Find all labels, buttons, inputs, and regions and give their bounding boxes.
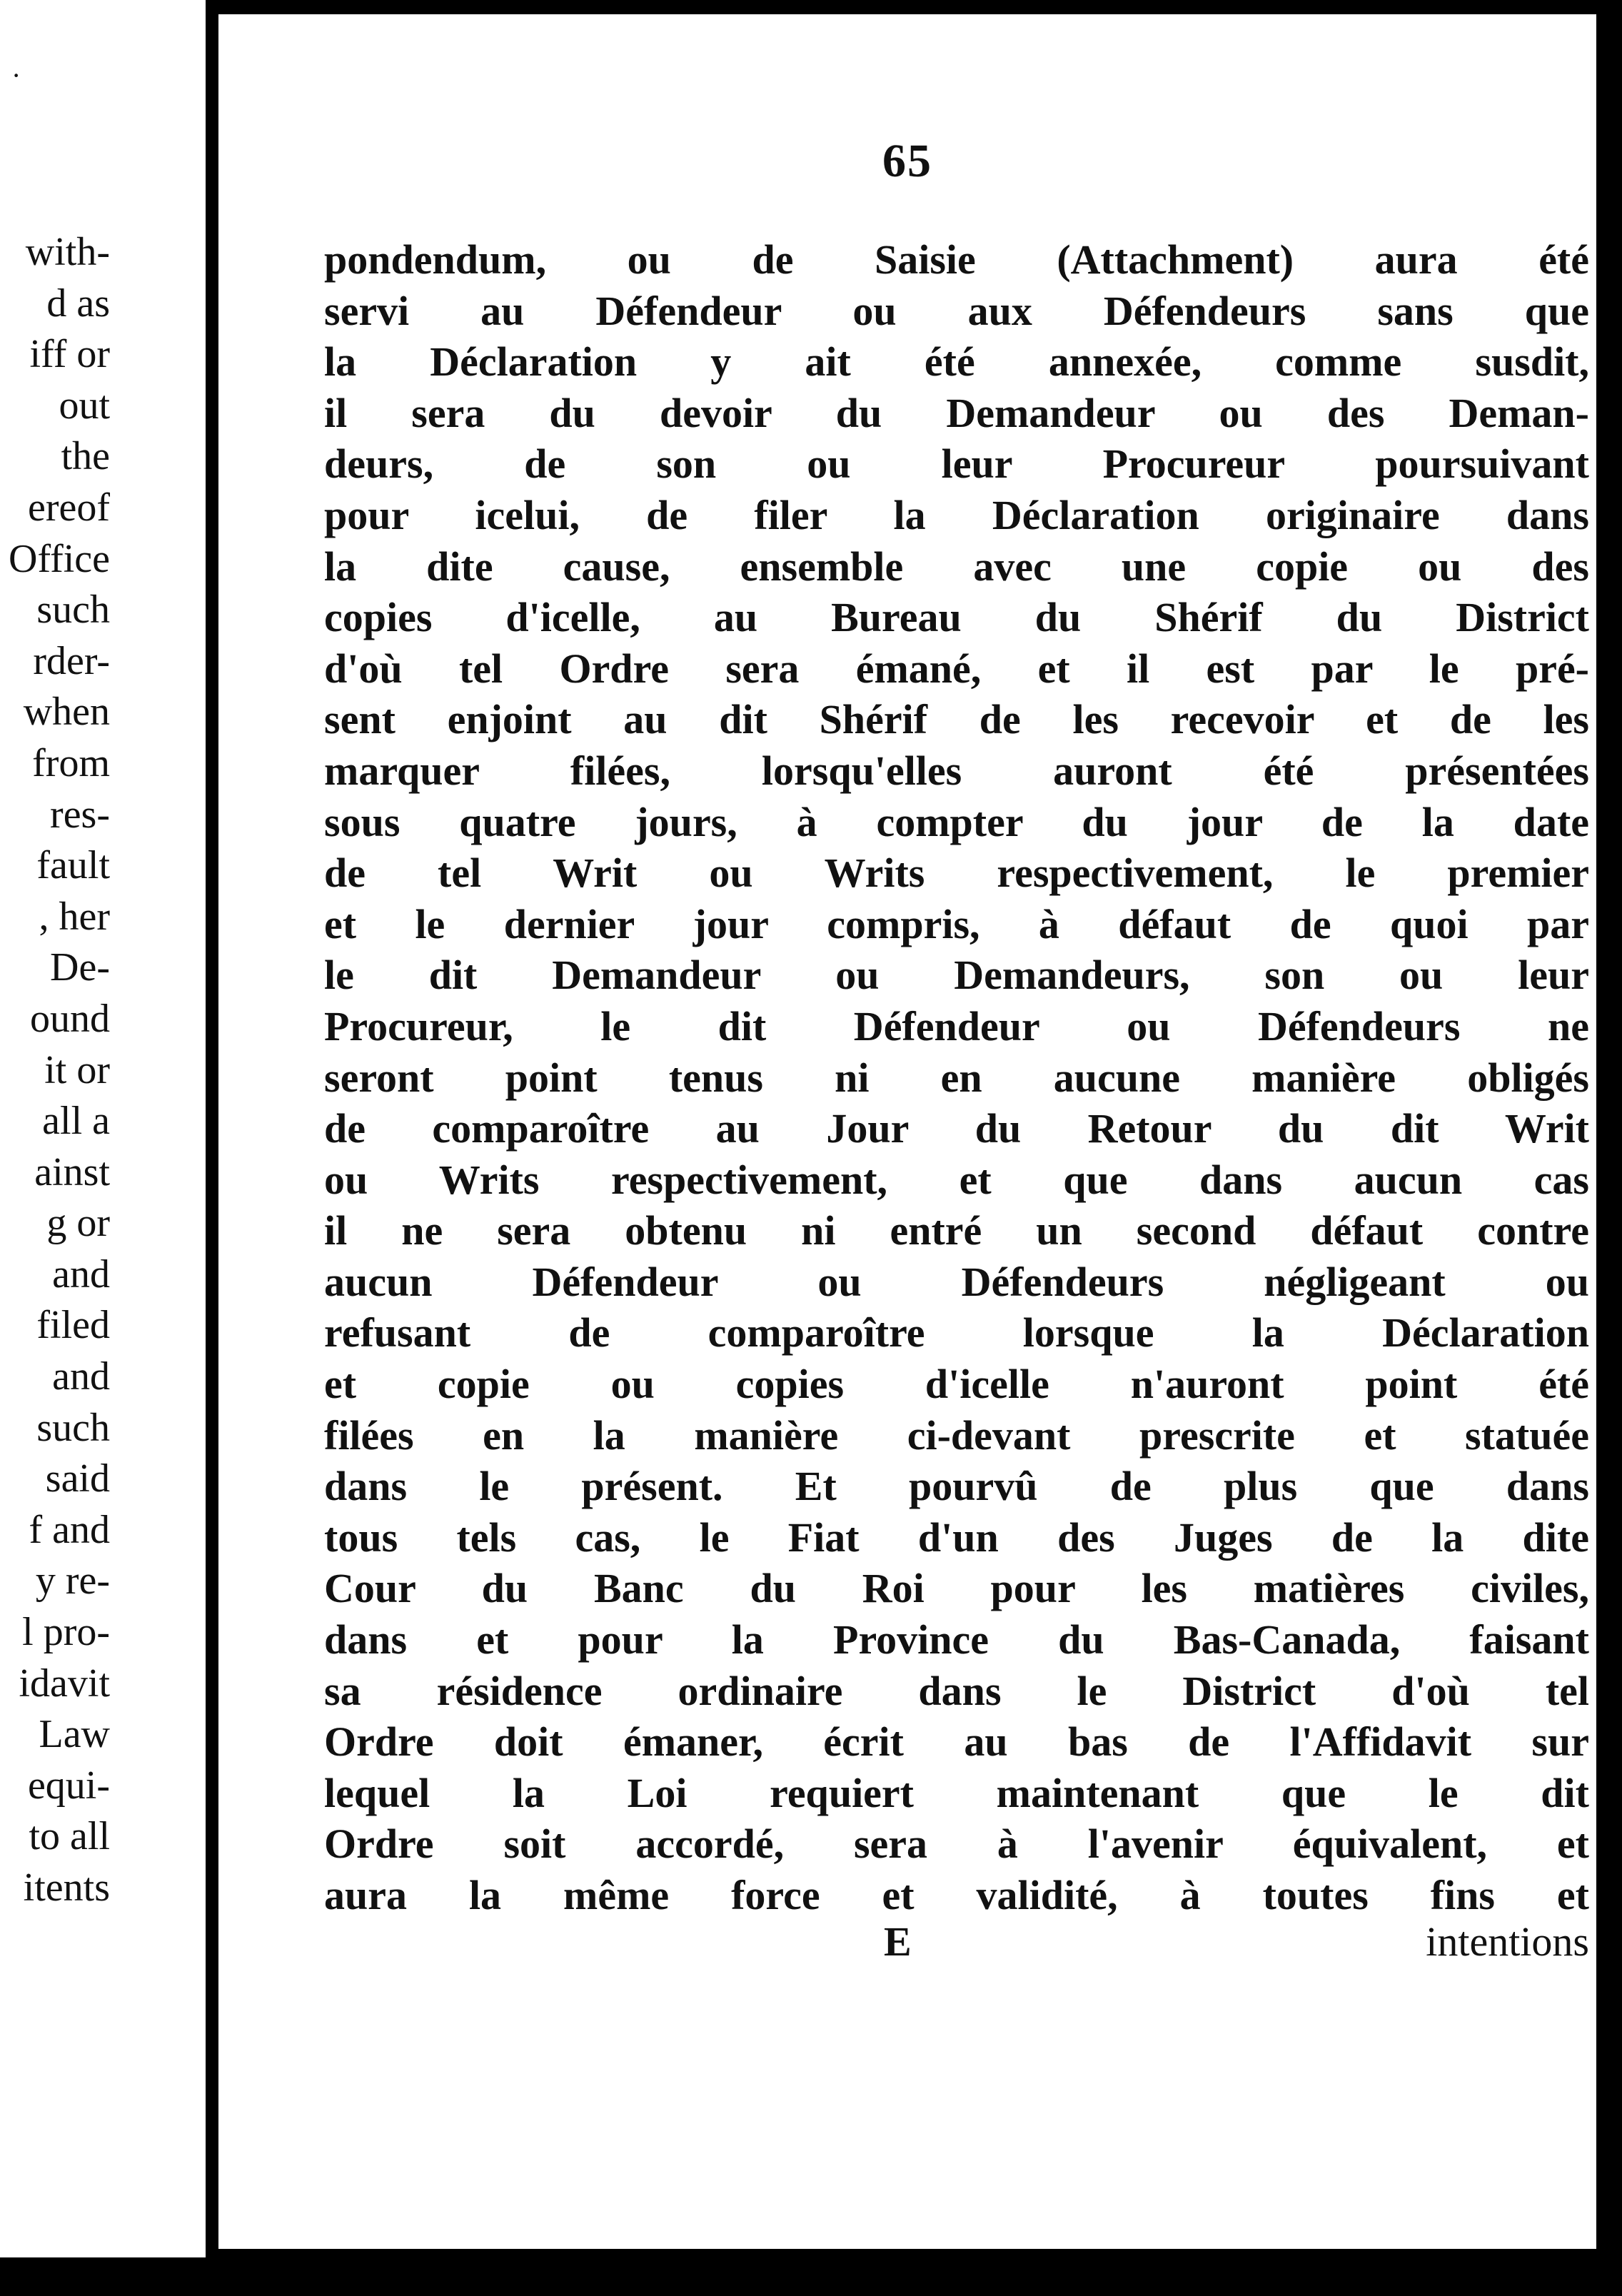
page-footer [324, 1913, 1589, 1970]
text-line: and [52, 1252, 110, 1296]
text-line: refusant de comparoître lorsque la Déclaration [324, 1309, 1589, 1356]
text-line: de comparoître au Jour du Retour du dit Writ [324, 1105, 1589, 1152]
text-line: la dite cause, ensemble avec une copie ou des [324, 543, 1589, 590]
text-line: ound [30, 996, 110, 1041]
page-gutter [206, 0, 218, 2296]
text-line: , her [39, 894, 110, 939]
margin-dot: · [11, 59, 21, 91]
text-line: all a [42, 1099, 110, 1144]
text-line: out [59, 383, 110, 428]
text-line: with- [25, 230, 110, 274]
text-line: Office [9, 536, 110, 581]
text-line: sous quatre jours, à compter du jour de la date [324, 798, 1589, 845]
text-line: d as [46, 281, 110, 326]
text-line: d'où tel Ordre sera émané, et il est par le pré- [324, 645, 1589, 692]
text-line: filées en la manière ci-devant prescrite et statuée [324, 1411, 1589, 1459]
text-line: itents [23, 1866, 110, 1910]
text-line: il ne sera obtenu ni entré un second défaut contre [324, 1207, 1589, 1254]
text-line: Ordre soit accordé, sera à l'avenir équivalent, et [324, 1821, 1589, 1868]
text-line: Ordre doit émaner, écrit au bas de l'Affidavit sur [324, 1718, 1589, 1766]
text-line: marquer filées, lorsqu'elles auront été présentées [324, 747, 1589, 794]
text-line: Procureur, le dit Défendeur ou Défendeurs ne [324, 1002, 1589, 1049]
text-line: the [61, 434, 110, 479]
text-line: y re- [35, 1559, 110, 1603]
main-page [218, 14, 1596, 2249]
text-line: to all [29, 1814, 110, 1859]
text-line: said [45, 1456, 110, 1501]
text-line: tous tels cas, le Fiat d'un des Juges de la dite [324, 1514, 1589, 1561]
text-line: g or [46, 1201, 110, 1246]
text-line: seront point tenus ni en aucune manière obligés [324, 1054, 1589, 1101]
page-body-text [324, 234, 1589, 1921]
text-line: fault [36, 843, 110, 888]
text-line: lequel la Loi requiert maintenant que le dit [324, 1769, 1589, 1816]
text-line: de tel Writ ou Writs respectivement, le premier [324, 850, 1589, 897]
text-line: equi- [27, 1763, 110, 1808]
text-line: it or [44, 1047, 110, 1092]
text-line: servi au Défendeur ou aux Défendeurs sans que [324, 287, 1589, 334]
text-line: De- [50, 945, 110, 990]
text-line: deurs, de son ou leur Procureur poursuivant [324, 440, 1589, 488]
text-line: from [32, 740, 110, 785]
text-line: l pro- [22, 1610, 110, 1655]
text-line: iff or [29, 332, 110, 377]
signature-mark: E [884, 1918, 912, 1965]
text-line: sent enjoint au dit Shérif de les recevoir et de les [324, 696, 1589, 743]
text-line: pondendum, ou de Saisie (Attachment) aura été [324, 236, 1589, 283]
text-line: when [23, 690, 110, 735]
text-line: ou Writs respectivement, et que dans aucun cas [324, 1156, 1589, 1203]
text-line: le dit Demandeur ou Demandeurs, son ou leur [324, 952, 1589, 999]
text-line: and [52, 1354, 110, 1399]
text-line: ainst [34, 1149, 110, 1194]
previous-page-text [9, 227, 110, 1914]
text-line: rder- [33, 638, 110, 683]
text-line: pour icelui, de filer la Déclaration originaire dans [324, 491, 1589, 538]
previous-page-fragment [0, 0, 206, 2257]
text-line: copies d'icelle, au Bureau du Shérif du District [324, 594, 1589, 641]
catchword: intentions [1426, 1918, 1589, 1965]
text-line: such [36, 1405, 110, 1450]
text-line: il sera du devoir du Demandeur ou des Deman- [324, 389, 1589, 436]
text-line: such [36, 588, 110, 633]
text-line: dans le présent. Et pourvû de plus que dans [324, 1463, 1589, 1510]
text-line: idavit [19, 1661, 110, 1706]
page-number: 65 [882, 135, 932, 187]
text-line: filed [36, 1303, 110, 1348]
text-line: aura la même force et validité, à toutes fins et [324, 1872, 1589, 1918]
text-line: dans et pour la Province du Bas-Canada, faisant [324, 1616, 1589, 1663]
text-line: la Déclaration y ait été annexée, comme susdit, [324, 338, 1589, 386]
text-line: sa résidence ordinaire dans le District d'où tel [324, 1667, 1589, 1714]
text-line: Cour du Banc du Roi pour les matières civiles, [324, 1565, 1589, 1612]
text-line: ereof [27, 485, 110, 530]
text-line: f and [29, 1507, 110, 1552]
text-line: et le dernier jour compris, à défaut de quoi par [324, 900, 1589, 947]
text-line: res- [50, 792, 110, 837]
text-line: aucun Défendeur ou Défendeurs négligeant ou [324, 1258, 1589, 1305]
text-line: et copie ou copies d'icelle n'auront point été [324, 1361, 1589, 1408]
text-line: Law [39, 1712, 110, 1757]
